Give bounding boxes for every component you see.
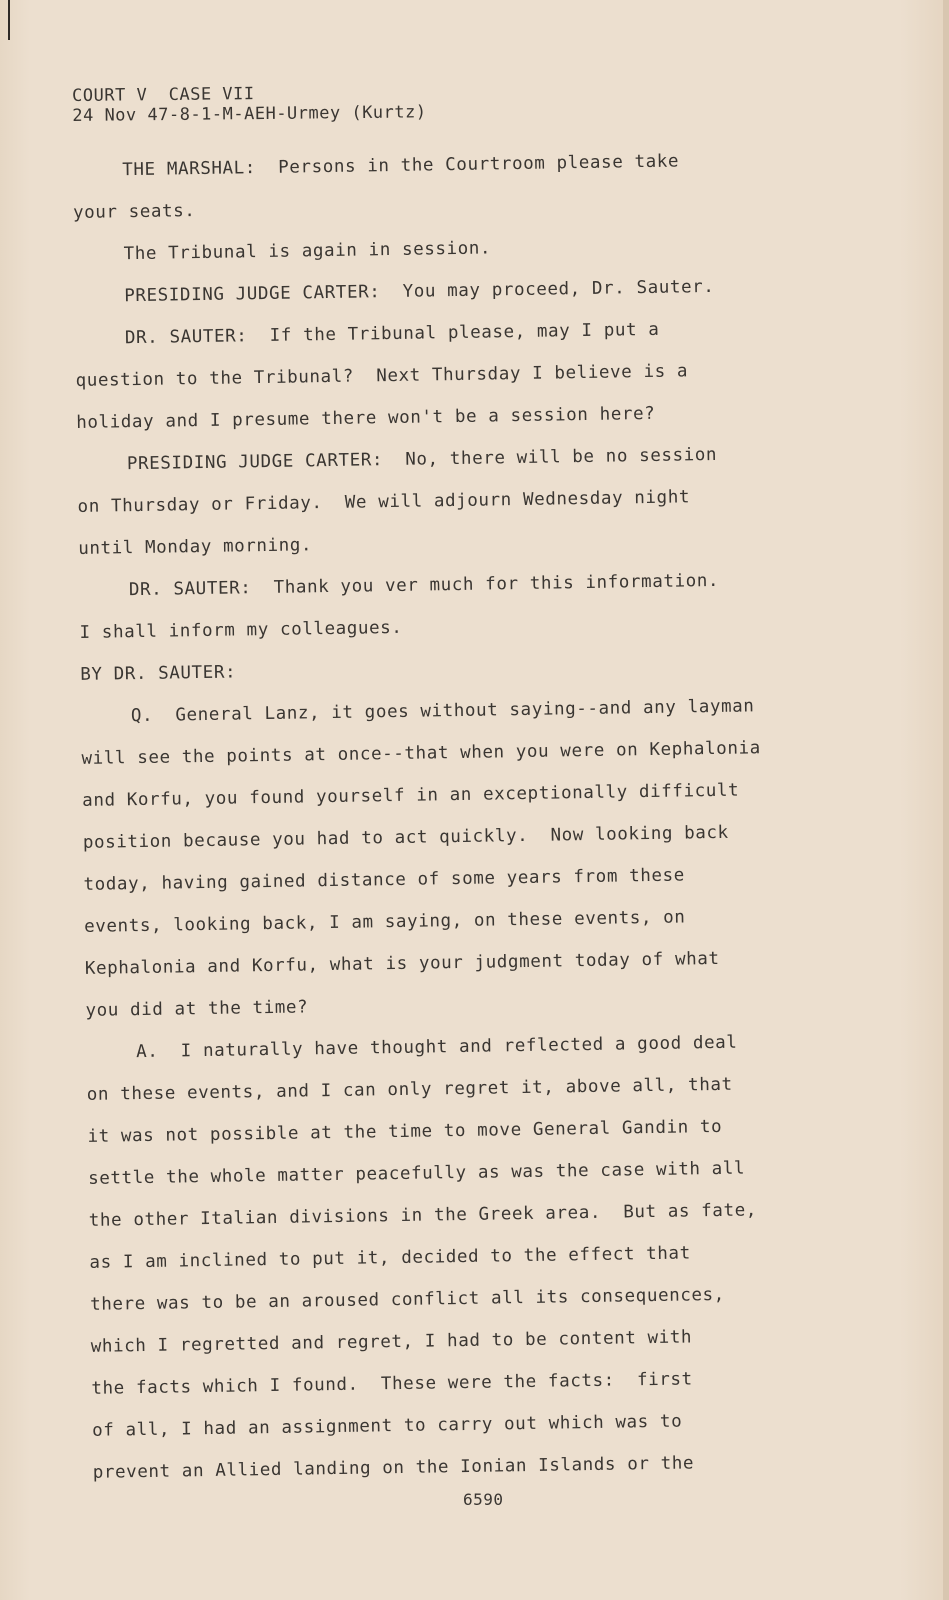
transcript-line: position because you had to act quickly. Now looking back bbox=[82, 822, 729, 853]
transcript-line: on these events, and I can only regret it, above all, that bbox=[86, 1074, 733, 1105]
transcript-line: your seats. bbox=[72, 201, 196, 223]
transcript-line: on Thursday or Friday. We will adjourn Wednesday night bbox=[77, 487, 691, 517]
transcript-line: today, having gained distance of some years from these bbox=[83, 865, 685, 895]
transcript-line: will see the points at once--that when you were on Kephalonia bbox=[81, 738, 761, 769]
transcript-line: question to the Tribunal? Next Thursday I believe is a bbox=[75, 361, 689, 391]
transcript-line: until Monday morning. bbox=[78, 535, 313, 559]
transcript-line: DR. SAUTER: If the Tribunal please, may I put a bbox=[124, 319, 660, 349]
transcript-line: A. I naturally have thought and reflected a good deal bbox=[136, 1032, 738, 1063]
transcript-line: as I am inclined to put it, decided to the effect that bbox=[89, 1243, 691, 1273]
transcript-line: you did at the time? bbox=[85, 997, 309, 1021]
page-edge-mark bbox=[8, 0, 10, 40]
transcript-line: Kephalonia and Korfu, what is your judgment today of what bbox=[84, 948, 720, 979]
transcript-line: settle the whole matter peacefully as was the case with all bbox=[88, 1158, 746, 1189]
page-number: 6590 bbox=[463, 1490, 504, 1509]
page-right-border bbox=[943, 0, 949, 1600]
transcript-line: Q. General Lanz, it goes without saying--and any layman bbox=[130, 696, 755, 727]
transcript-line: DR. SAUTER: Thank you ver much for this information. bbox=[128, 570, 720, 601]
transcript-line: which I regretted and regret, I had to be content with bbox=[90, 1327, 693, 1357]
transcript-line: holiday and I presume there won't be a session here? bbox=[76, 403, 656, 433]
transcript-line: The Tribunal is again in session. bbox=[123, 238, 492, 265]
transcript-body bbox=[72, 138, 863, 1494]
transcript-line: the facts which I found. These were the facts: first bbox=[91, 1369, 693, 1399]
transcript-line: prevent an Allied landing on the Ionian Islands or the bbox=[92, 1453, 695, 1483]
transcript-line: events, looking back, I am saying, on these events, on bbox=[84, 907, 686, 937]
transcript-line: the other Italian divisions in the Greek area. But as fate, bbox=[88, 1200, 758, 1231]
document-header bbox=[72, 82, 427, 126]
transcript-line: of all, I had an assignment to carry out which was to bbox=[91, 1411, 683, 1441]
transcript-line: PRESIDING JUDGE CARTER: You may proceed, Dr. Sauter. bbox=[124, 276, 715, 307]
transcript-line: and Korfu, you found yourself in an exceptionally difficult bbox=[82, 780, 740, 811]
transcript-line: it was not possible at the time to move General Gandin to bbox=[87, 1116, 723, 1147]
transcript-line: THE MARSHAL: Persons in the Courtroom please take bbox=[122, 151, 680, 181]
header-court-case: COURT V CASE VII bbox=[72, 84, 255, 106]
transcript-line: there was to be an aroused conflict all its consequences, bbox=[89, 1284, 725, 1315]
transcript-line: I shall inform my colleagues. bbox=[79, 617, 403, 643]
transcript-line: PRESIDING JUDGE CARTER: No, there will be no session bbox=[126, 444, 718, 475]
transcript-line: BY DR. SAUTER: bbox=[80, 662, 237, 685]
header-date-reference: 24 Nov 47-8-1-M-AEH-Urmey (Kurtz) bbox=[72, 102, 427, 126]
